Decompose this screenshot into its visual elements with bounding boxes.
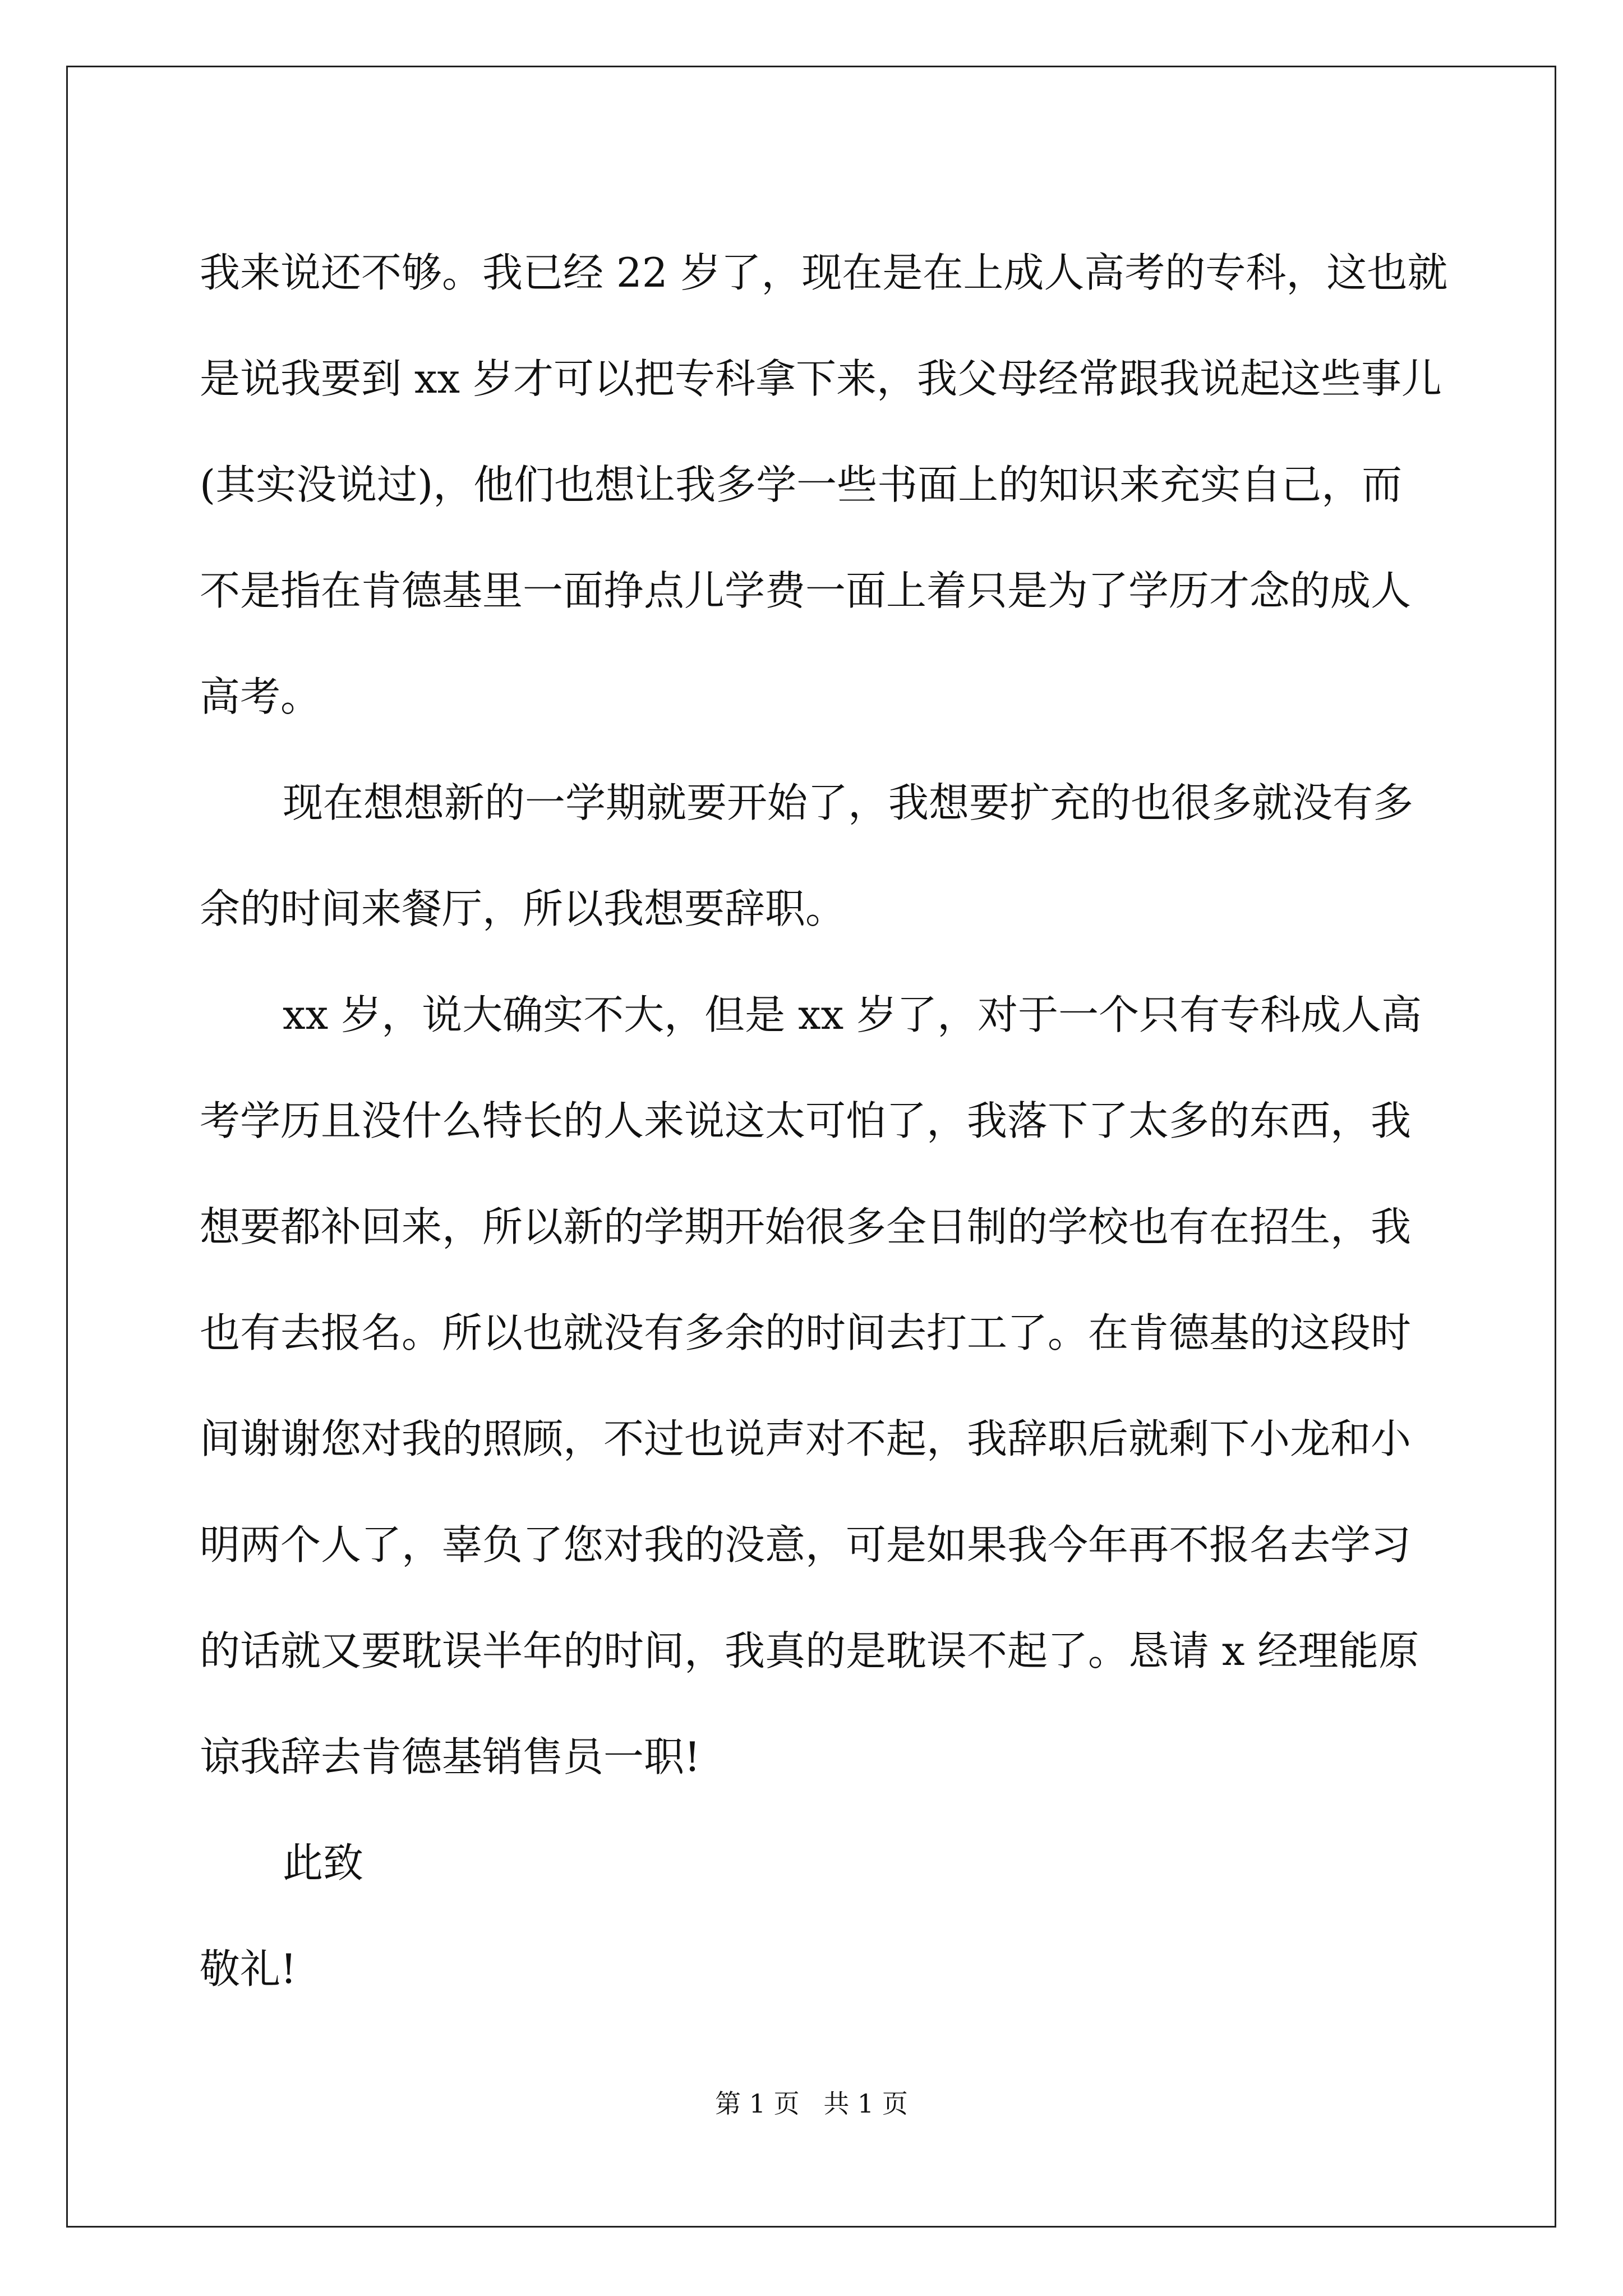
body-line: xx 岁，说大确实不大，但是 xx 岁了，对于一个只有专科成人高 — [283, 991, 1422, 1038]
page-number-current: 第 1 页 — [715, 2088, 800, 2119]
page-number-total: 共 1 页 — [823, 2088, 908, 2119]
body-line: 高考。 — [200, 673, 321, 720]
body-line: 谅我辞去肯德基销售员一职! — [200, 1733, 700, 1780]
body-line: 考学历且没什么特长的人来说这太可怕了，我落下了太多的东西，我 — [200, 1097, 1412, 1144]
body-line: 的话就又要耽误半年的时间，我真的是耽误不起了。恳请 x 经理能原 — [200, 1627, 1419, 1674]
body-line: 现在想想新的一学期就要开始了，我想要扩充的也很多就没有多 — [283, 779, 1414, 826]
body-line: 明两个人了，辜负了您对我的没意，可是如果我今年再不报名去学习 — [200, 1521, 1412, 1568]
letter-body — [200, 220, 1448, 2022]
body-line: 想要都补回来，所以新的学期开始很多全日制的学校也有在招生，我 — [200, 1203, 1412, 1250]
body-line: 我来说还不够。我已经 22 岁了，现在是在上成人高考的专科，这也就 — [200, 249, 1448, 296]
body-line: 余的时间来餐厅，所以我想要辞职。 — [200, 885, 846, 932]
page-footer — [0, 2087, 1623, 2120]
closing-salutation: 此致 — [283, 1839, 364, 1887]
body-line: 间谢谢您对我的照顾，不过也说声对不起，我辞职后就剩下小龙和小 — [200, 1415, 1412, 1462]
body-line: 也有去报名。所以也就没有多余的时间去打工了。在肯德基的这段时 — [200, 1309, 1412, 1356]
body-line: 是说我要到 xx 岁才可以把专科拿下来，我父母经常跟我说起这些事儿 — [200, 355, 1442, 402]
body-line: 不是指在肯德基里一面挣点儿学费一面上着只是为了学历才念的成人 — [200, 567, 1412, 614]
closing-regards: 敬礼! — [200, 1945, 297, 1993]
body-line: (其实没说过)，他们也想让我多学一些书面上的知识来充实自己，而 — [200, 461, 1403, 508]
